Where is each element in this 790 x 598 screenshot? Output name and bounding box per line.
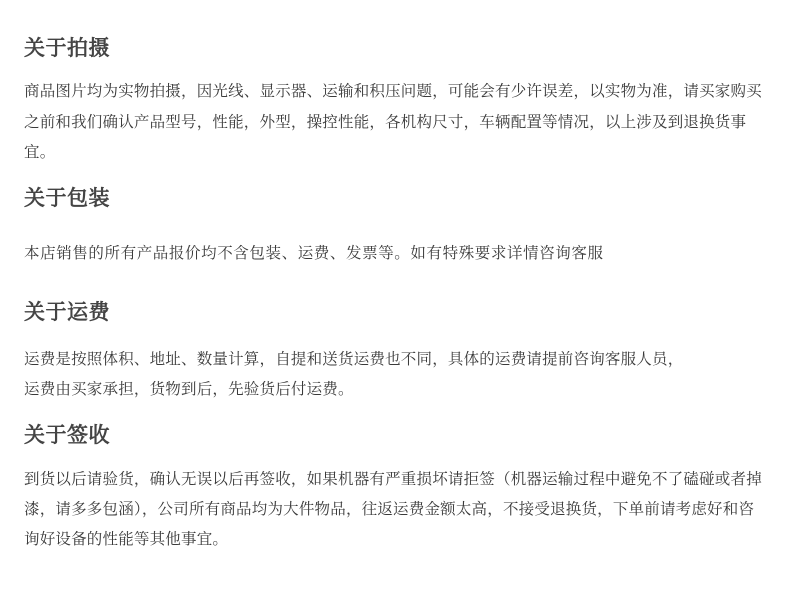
section-freight: [24, 298, 766, 406]
section-packaging: [24, 184, 766, 270]
section-body-shooting: 商品图片均为实物拍摄，因光线、显示器、运输和积压问题，可能会有少许误差，以实物为准，请买家购买之前和我们确认产品型号，性能，外型，操控性能，各机构尺寸，车辆配置等情况，以上涉及到退换货事宜。: [24, 83, 762, 161]
section-body-freight: 运费是按照体积、地址、数量计算，自提和送货运费也不同，具体的运费请提前咨询客服人员， 运费由买家承担，货物到后，先验货后付运费。: [24, 351, 684, 399]
section-title-packaging: 关于包装: [24, 187, 110, 211]
section-shooting: [24, 34, 766, 168]
section-body-packaging: 本店销售的所有产品报价均不含包装、运费、发票等。如有特殊要求详情咨询客服: [24, 245, 604, 263]
section-title-freight: 关于运费: [24, 300, 110, 324]
section-body-receipt: 到货以后请验货，确认无误以后再签收，如果机器有严重损坏请拒签（机器运输过程中避免不了磕碰或者掉漆，请多多包涵），公司所有商品均为大件物品，往返运费金额太高，不接受退换货，下单前请考虑好和咨询好设备的性能等其他事宜。: [24, 470, 762, 549]
section-title-shooting: 关于拍摄: [24, 37, 110, 60]
section-title-receipt: 关于签收: [24, 424, 110, 448]
section-receipt: [24, 421, 766, 555]
